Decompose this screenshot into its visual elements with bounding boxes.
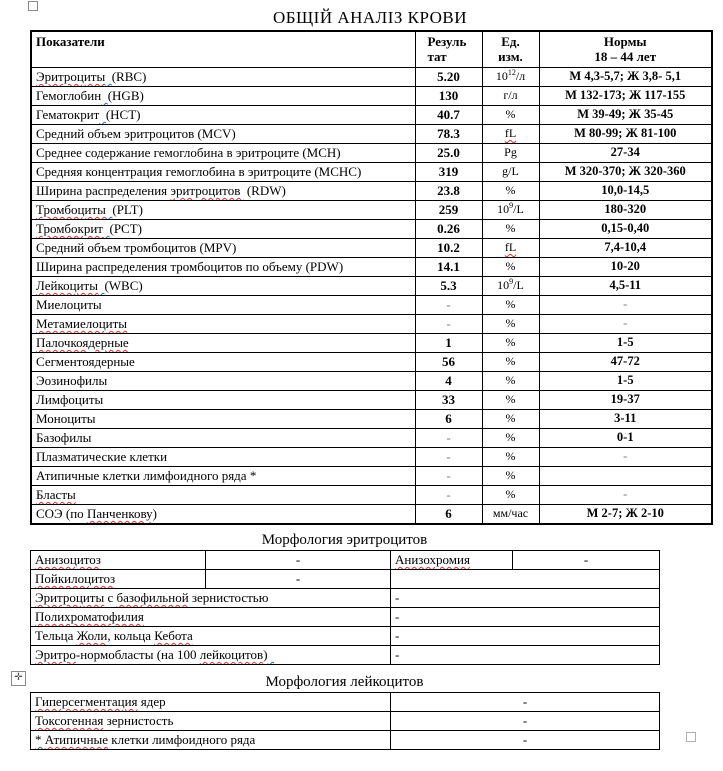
- cell: -: [513, 550, 660, 569]
- cell: Эритро-нормобласты (на 100 лейкоцитов): [31, 645, 391, 664]
- spellcheck-underline: Палочкоядерные: [36, 335, 129, 350]
- indicator-cell: Эритроциты (RBC): [31, 67, 415, 86]
- unit-cell: $10^9/L$: [482, 276, 539, 295]
- cell: Эритроциты с базофильной зернистостью: [31, 588, 391, 607]
- table-row: [31, 730, 660, 749]
- spellcheck-underline: Эритроциты: [35, 590, 105, 605]
- indicator-cell: Средний объем тромбоцитов (MPV): [31, 238, 415, 257]
- cell: -: [391, 711, 660, 730]
- spellcheck-underline: Атипичные: [44, 732, 109, 747]
- indicator-cell: Плазматические клетки: [31, 447, 415, 466]
- table-row: [31, 238, 712, 257]
- result-cell: 14.1: [415, 257, 482, 276]
- result-cell: 10.2: [415, 238, 482, 257]
- unit-cell: %: [482, 466, 539, 485]
- spellcheck-underline: Пойкилоцитоз: [35, 571, 116, 586]
- col-header-unit: Ед. изм.: [482, 31, 539, 67]
- empty-cell: [391, 569, 660, 588]
- table-row: [31, 569, 660, 588]
- norm-cell: 1-5: [539, 371, 712, 390]
- spellcheck-underline: эритроцитов: [170, 183, 241, 198]
- spellcheck-underline: Эритроциты: [36, 69, 106, 84]
- indicator-cell: [31, 485, 415, 504]
- table-row: [31, 504, 712, 524]
- indicator-cell: Базофилы: [31, 428, 415, 447]
- norm-cell: 19-37: [539, 390, 712, 409]
- indicator-cell: Тромбокрит (PCT): [31, 219, 415, 238]
- norm-cell: М 80-99; Ж 81-100: [539, 124, 712, 143]
- unit-cell: мм/час: [482, 504, 539, 524]
- table-row: [31, 352, 712, 371]
- table-row: [31, 181, 712, 200]
- cell: -: [391, 607, 660, 626]
- table-row: [31, 86, 712, 105]
- indicator-cell: Среднее содержание гемоглобина в эритроците (MCH): [31, 143, 415, 162]
- indicator-cell: Атипичные клетки лимфоидного ряда *: [31, 466, 415, 485]
- result-cell: 5.20: [415, 67, 482, 86]
- spellcheck-underline: fL: [504, 126, 517, 140]
- cell: Тельца Жоли, кольца Кебота: [31, 626, 391, 645]
- result-cell: 25.0: [415, 143, 482, 162]
- result-cell: -: [415, 314, 482, 333]
- cell: -: [391, 692, 660, 711]
- indicator-cell: Гематокрит (HCT): [31, 105, 415, 124]
- result-cell: 40.7: [415, 105, 482, 124]
- cell: * Атипичные клетки лимфоидного ряда: [31, 730, 391, 749]
- table-row: [31, 333, 712, 352]
- cell: -: [391, 588, 660, 607]
- result-cell: 0.26: [415, 219, 482, 238]
- spellcheck-underline: Полихроматофилия: [35, 609, 144, 624]
- wbc-morphology-table: [30, 692, 660, 750]
- indicator-cell: СОЭ (по Панченкову): [31, 504, 415, 524]
- grammarcheck-underline: *: [35, 732, 45, 747]
- indicator-cell: Средняя концентрация гемоглобина в эритроците (MCHC): [31, 162, 415, 181]
- col-header-result: Резуль тат: [415, 31, 482, 67]
- unit-cell: $10^{12}/л$: [482, 67, 539, 86]
- indicator-cell: Эозинофилы: [31, 371, 415, 390]
- spellcheck-underline: fL: [504, 240, 517, 254]
- table-row: [31, 276, 712, 295]
- table-row: [31, 428, 712, 447]
- result-cell: 78.3: [415, 124, 482, 143]
- norm-cell: М 39-49; Ж 35-45: [539, 105, 712, 124]
- unit-cell: %: [482, 181, 539, 200]
- cell: -: [391, 645, 660, 664]
- table-row: [31, 485, 712, 504]
- table-row: [31, 200, 712, 219]
- table-row: [31, 314, 712, 333]
- result-cell: 6: [415, 409, 482, 428]
- indicator-cell: Моноциты: [31, 409, 415, 428]
- norm-cell: -: [539, 314, 712, 333]
- rbc-morphology-title: Морфология эритроцитов: [261, 531, 428, 548]
- table-resize-handle-icon[interactable]: [686, 732, 696, 742]
- spellcheck-underline: Бласты: [36, 487, 76, 502]
- table-row: [31, 692, 660, 711]
- cell: -: [391, 626, 660, 645]
- unit-cell: %: [482, 485, 539, 504]
- table-move-handle-icon[interactable]: ✛: [11, 671, 26, 686]
- document-title: ОБЩІЙ АНАЛІЗ КРОВИ: [272, 8, 468, 27]
- table-row: [31, 105, 712, 124]
- col-header-norms: Нормы 18 – 44 лет: [539, 31, 712, 67]
- norm-cell: -: [539, 295, 712, 314]
- table-row: [31, 466, 712, 485]
- spellcheck-underline: Тромбоциты: [36, 202, 106, 217]
- indicator-cell: [31, 333, 415, 352]
- norm-cell: 7,4-10,4: [539, 238, 712, 257]
- norm-cell: -: [539, 447, 712, 466]
- table-row: [31, 162, 712, 181]
- result-cell: -: [415, 447, 482, 466]
- norm-cell: 1-5: [539, 333, 712, 352]
- result-cell: 6: [415, 504, 482, 524]
- unit-cell: [482, 124, 539, 143]
- spellcheck-underline: Жоли: [76, 628, 108, 643]
- spellcheck-underline: базофильной: [116, 590, 189, 605]
- table-row: [31, 711, 660, 730]
- unit-cell: %: [482, 314, 539, 333]
- table-row: [31, 143, 712, 162]
- unit-cell: г/л: [482, 86, 539, 105]
- spellcheck-underline: Анизоцитоз: [35, 552, 101, 567]
- indicator-cell: Ширина распределения тромбоцитов по объему (PDW): [31, 257, 415, 276]
- cell: [31, 569, 206, 588]
- cell: [391, 550, 513, 569]
- unit-cell: %: [482, 447, 539, 466]
- spellcheck-underline: Гиперсегментация: [35, 694, 138, 709]
- norm-cell: 10,0-14,5: [539, 181, 712, 200]
- table-row: [31, 295, 712, 314]
- result-cell: 130: [415, 86, 482, 105]
- unit-cell: %: [482, 371, 539, 390]
- unit-cell: %: [482, 105, 539, 124]
- result-cell: -: [415, 295, 482, 314]
- result-cell: 259: [415, 200, 482, 219]
- table-row: [31, 588, 660, 607]
- indicator-cell: Ширина распределения эритроцитов (RDW): [31, 181, 415, 200]
- unit-cell: g/L: [482, 162, 539, 181]
- object-anchor-icon: [28, 1, 38, 11]
- norm-cell: 27-34: [539, 143, 712, 162]
- result-cell: 1: [415, 333, 482, 352]
- wbc-morphology-title: Морфология лейкоцитов: [265, 673, 424, 690]
- unit-cell: %: [482, 409, 539, 428]
- spellcheck-underline: Кебота: [154, 628, 193, 643]
- table-row: [31, 371, 712, 390]
- indicator-cell: Миелоциты: [31, 295, 415, 314]
- unit-cell: $10^9/L$: [482, 200, 539, 219]
- cell: -: [206, 550, 391, 569]
- unit-cell: %: [482, 219, 539, 238]
- norm-cell: 0,15-0,40: [539, 219, 712, 238]
- norm-cell: [539, 466, 712, 485]
- cell: -: [391, 730, 660, 749]
- grammarcheck-underline: [268, 647, 275, 662]
- result-cell: 23.8: [415, 181, 482, 200]
- spellcheck-underline: Токсогенная: [35, 713, 104, 728]
- result-cell: 319: [415, 162, 482, 181]
- unit-cell: %: [482, 295, 539, 314]
- indicator-cell: Средний объем эритроцитов (MCV): [31, 124, 415, 143]
- result-cell: -: [415, 428, 482, 447]
- norm-cell: 10-20: [539, 257, 712, 276]
- unit-cell: %: [482, 428, 539, 447]
- cell: -: [206, 569, 391, 588]
- cell: Токсогенная зернистость: [31, 711, 391, 730]
- spellcheck-underline: Тромбокрит: [36, 221, 103, 236]
- rbc-morphology-table: [30, 550, 660, 665]
- table-row: [31, 447, 712, 466]
- table-row: [31, 124, 712, 143]
- table-row: [31, 409, 712, 428]
- spellcheck-underline: Лейкоциты: [36, 278, 98, 293]
- unit-cell: %: [482, 390, 539, 409]
- norm-cell: 3-11: [539, 409, 712, 428]
- indicator-cell: [31, 314, 415, 333]
- table-row: [31, 390, 712, 409]
- table-row: [31, 257, 712, 276]
- unit-cell: %: [482, 333, 539, 352]
- norm-cell: 0-1: [539, 428, 712, 447]
- unit-cell: [482, 238, 539, 257]
- norm-cell: М 2-7; Ж 2-10: [539, 504, 712, 524]
- result-cell: -: [415, 466, 482, 485]
- table-row: [31, 626, 660, 645]
- indicator-cell: Лимфоциты: [31, 390, 415, 409]
- col-header-indicators: Показатели: [31, 31, 415, 67]
- spellcheck-underline: лейкоцитов: [199, 647, 264, 662]
- norm-cell: М 4,3-5,7; Ж 3,8- 5,1: [539, 67, 712, 86]
- unit-cell: Pg: [482, 143, 539, 162]
- cell: [31, 550, 206, 569]
- norm-cell: 4,5-11: [539, 276, 712, 295]
- indicator-cell: Тромбоциты (PLT): [31, 200, 415, 219]
- result-cell: 56: [415, 352, 482, 371]
- indicator-cell: Сегментоядерные: [31, 352, 415, 371]
- norm-cell: -: [539, 485, 712, 504]
- cell: [31, 607, 391, 626]
- spellcheck-underline: Метамиелоциты: [36, 316, 128, 331]
- norm-cell: М 320-370; Ж 320-360: [539, 162, 712, 181]
- spellcheck-underline: Панченкову: [86, 506, 153, 521]
- table-row: [31, 607, 660, 626]
- result-cell: 4: [415, 371, 482, 390]
- blood-test-table: [30, 30, 713, 525]
- table-row: [31, 645, 660, 664]
- indicator-cell: Гемоглобин (HGB): [31, 86, 415, 105]
- unit-cell: %: [482, 352, 539, 371]
- result-cell: 33: [415, 390, 482, 409]
- result-cell: 5.3: [415, 276, 482, 295]
- table-row: [31, 67, 712, 86]
- indicator-cell: Лейкоциты (WBC): [31, 276, 415, 295]
- spellcheck-underline: Эритро: [35, 647, 76, 662]
- norm-cell: 180-320: [539, 200, 712, 219]
- table-row: [31, 550, 660, 569]
- table-row: [31, 219, 712, 238]
- norm-cell: 47-72: [539, 352, 712, 371]
- unit-cell: %: [482, 257, 539, 276]
- result-cell: -: [415, 485, 482, 504]
- header-row: [31, 31, 712, 67]
- cell: Гиперсегментация ядер: [31, 692, 391, 711]
- norm-cell: М 132-173; Ж 117-155: [539, 86, 712, 105]
- spellcheck-underline: Анизохромия: [395, 552, 470, 567]
